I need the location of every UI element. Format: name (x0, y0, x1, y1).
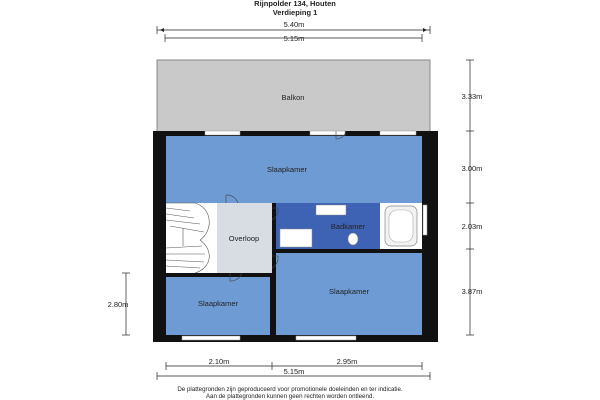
windows-top (205, 131, 416, 135)
disclaimer-line-2: Aan de plattegronden kunnen geen rechten worden ontleend. (205, 393, 375, 400)
dimension-right-bedroom-bottom-label: 3.87m (461, 287, 483, 296)
sink-icon (316, 205, 346, 215)
dimension-bottom-left-label: 2.10m (208, 357, 230, 366)
dimension-right-bedroom-top-label: 3.00m (461, 164, 483, 173)
floor-title: Verdieping 1 (272, 8, 318, 17)
shower-icon (280, 229, 312, 247)
address-title: Rijnpolder 134, Houten (254, 0, 336, 8)
window-bathroom (423, 205, 427, 235)
room-label-bedroom-left: Slaapkamer (197, 299, 239, 308)
room-label-bedroom-right: Slaapkamer (328, 287, 370, 296)
dimension-right-balcony-label: 3.33m (461, 92, 483, 101)
dimension-bottom-total-label: 5.15m (283, 367, 305, 376)
dimension-top-outer-label: 5.40m (283, 20, 305, 29)
room-label-balcony: Balkon (281, 93, 305, 102)
stairwell (166, 203, 217, 273)
dimension-bottom-right-label: 2.95m (336, 357, 358, 366)
dimension-top-inner-label: 5.15m (283, 34, 305, 43)
bathtub-basin (389, 210, 413, 242)
room-label-bedroom-top: Slaapkamer (266, 165, 308, 174)
room-label-landing: Overloop (228, 234, 260, 243)
toilet-icon (348, 233, 358, 245)
room-label-bathroom: Badkamer (330, 222, 366, 231)
disclaimer-line-1: De plattegronden zijn geproduceerd voor promotionele doeleinden en ter indicatie. (177, 386, 403, 393)
dimension-right-bathroom-label: 2.03m (461, 222, 483, 231)
dimension-left-label: 2.80m (107, 300, 129, 309)
